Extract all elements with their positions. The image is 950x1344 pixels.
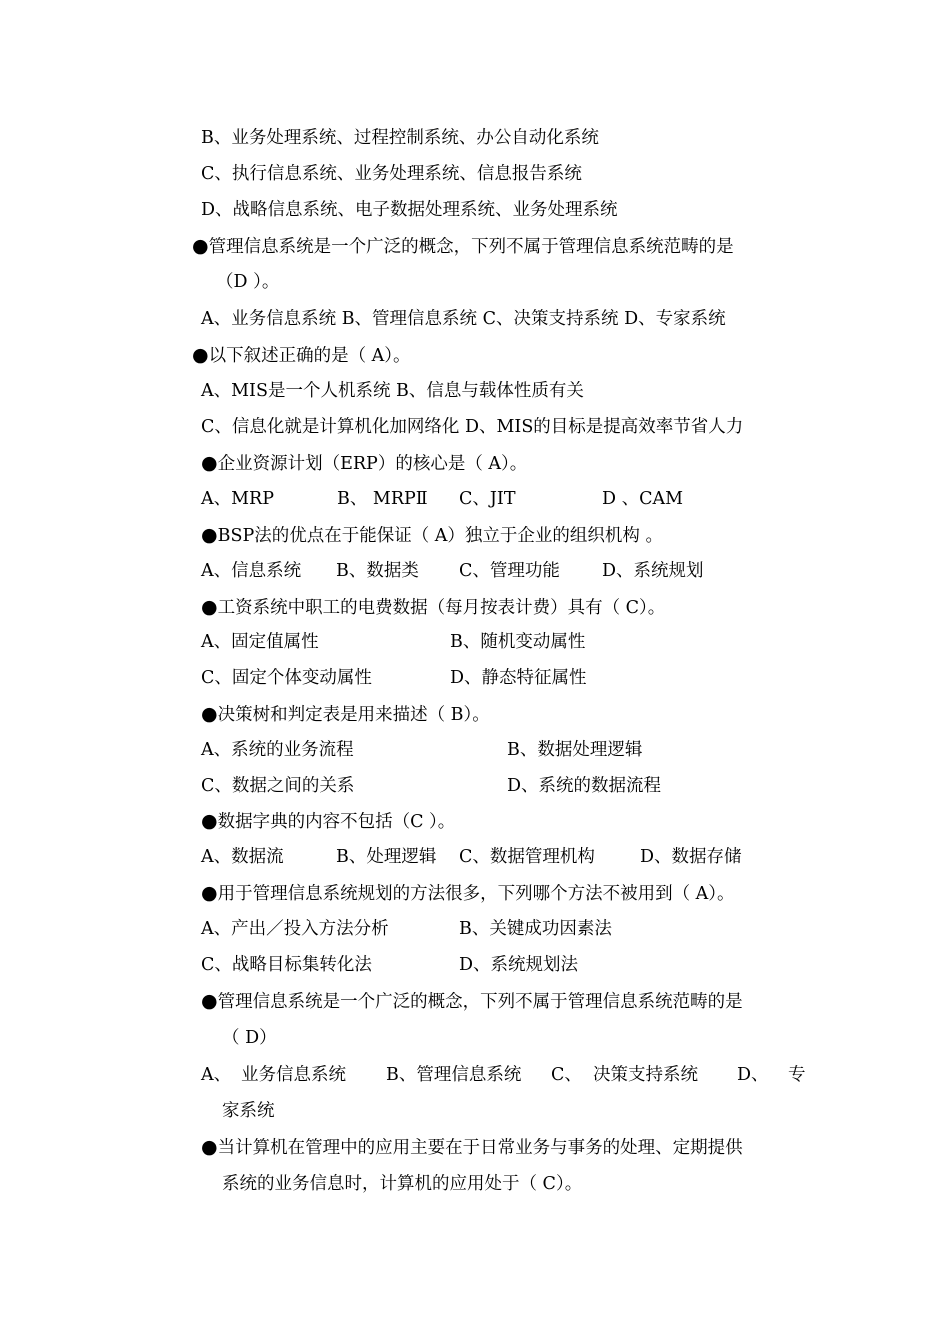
option-line: C、信息化就是计算机化加网络化 D、MIS的目标是提高效率节省人力 [201, 417, 744, 437]
option-line: A、业务信息系统 B、管理信息系统 C、决策支持系统 D、专家系统 [201, 309, 726, 329]
bullet-icon: ● [201, 1136, 218, 1158]
question-line: ●以下叙述正确的是（ A）。 [192, 344, 411, 366]
answer-line: （D ）。 [216, 272, 280, 292]
bullet-icon: ● [201, 990, 218, 1012]
option-line: B、业务处理系统、过程控制系统、办公自动化系统 [201, 128, 599, 148]
bullet-icon: ● [192, 344, 209, 366]
question-line: ●管理信息系统是一个广泛的概念，下列不属于管理信息系统范畴的是 [201, 990, 743, 1012]
bullet-icon: ● [201, 524, 218, 546]
bullet-icon: ● [201, 452, 218, 474]
question-line: ●数据字典的内容不包括（C ）。 [201, 810, 456, 832]
question-line-continued: 系统的业务信息时，计算机的应用处于（ C）。 [222, 1174, 583, 1194]
question-line: ●决策树和判定表是用来描述（ B）。 [201, 703, 490, 725]
question-line: ●当计算机在管理中的应用主要在于日常业务与事务的处理、定期提供 [201, 1136, 743, 1158]
bullet-icon: ● [201, 596, 218, 618]
question-line: ●企业资源计划（ERP）的核心是（ A）。 [201, 452, 528, 474]
document-page: B、业务处理系统、过程控制系统、办公自动化系统 C、执行信息系统、业务处理系统、信息报告系统 D、战略信息系统、电子数据处理系统、业务处理系统 ●管理信息系统是一个广泛的概念，下列不属于管理信息系统范畴的是 （D ）。 A、业务信息系统 B、管理信息系统 C、决策支持系统 D、专家系统 ●以下叙述正确的是（ A）。 A、MIS是一个人机系统 B、信息与载体性质有关 C、信息化就是计算机化加网络化 D、MIS的目标是提高效率节省人力 ●企业资源计划（ERP）的核心是（ A）。 A、MRP B、 MRPⅡ C、JIT D 、CAM ●BSP法的优点在于能保证（ A）独立于企业的组织机构 。 A、信息系统 B、数据类 C、管理功能 D、系统规划 ●工资系统中职工的电费数据（每月按表计费）具有（ C）。 A、固定值属性 B、随机变动属性 C、固定个体变动属性 D、静态特征属性 ●决策树和判定表是用来描述（ B）。 A、系统的业务流程 B、数据处理逻辑 C、数据之间的关系 D、系统的数据流程 ●数据字典的内容不包括（C ）。 A、数据流 B、处理逻辑 C、数据管理机构 D、数据存储 ●用于管理信息系统规划的方法很多，下列哪个方法不被用到（ A）。 A、产出／投入方法分析 B、关键成功因素法 C、战略目标集转化法 D、系统规划法 ●管理信息系统是一个广泛的概念，下列不属于管理信息系统范畴的是 （ D） A、 业务信息系统 B、管理信息系统 C、 决策支持系统 D、 专 家系统 ●当计算机在管理中的应用主要在于日常业务与事务的处理、定期提供 系统的业务信息时，计算机的应用处于（ C）。 [192, 128, 806, 1194]
bullet-icon: ● [201, 703, 218, 725]
option-line-continued: 家系统 [222, 1101, 275, 1121]
answer-line: （ D） [222, 1028, 277, 1048]
question-line: ●工资系统中职工的电费数据（每月按表计费）具有（ C）。 [201, 596, 666, 618]
option-line: D、战略信息系统、电子数据处理系统、业务处理系统 [201, 200, 618, 220]
question-line: ●用于管理信息系统规划的方法很多，下列哪个方法不被用到（ A）。 [201, 882, 735, 904]
question-line: ●管理信息系统是一个广泛的概念，下列不属于管理信息系统范畴的是 [192, 235, 734, 257]
question-line: ●BSP法的优点在于能保证（ A）独立于企业的组织机构 。 [201, 524, 663, 546]
bullet-icon: ● [201, 882, 218, 904]
option-line: A、MIS是一个人机系统 B、信息与载体性质有关 [201, 381, 584, 401]
option-line: C、执行信息系统、业务处理系统、信息报告系统 [201, 164, 582, 184]
bullet-icon: ● [192, 235, 209, 257]
bullet-icon: ● [201, 810, 218, 832]
